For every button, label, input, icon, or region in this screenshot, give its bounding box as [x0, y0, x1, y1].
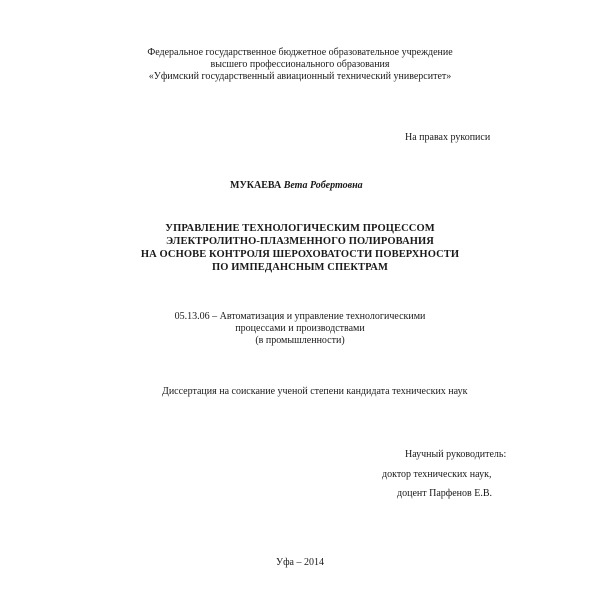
supervisor-degree: доктор технических наук, — [382, 469, 492, 480]
specialty-line-2: процессами и производствами — [235, 323, 365, 334]
specialty-block — [0, 311, 600, 347]
title-line-1: УПРАВЛЕНИЕ ТЕХНОЛОГИЧЕСКИМ ПРОЦЕССОМ — [165, 223, 435, 234]
author-given-names: Вета Робертовна — [283, 180, 363, 191]
organization-line-3: «Уфимский государственный авиационный технический университет» — [148, 71, 452, 82]
specialty-line-1: 05.13.06 – Автоматизация и управление технологическими — [174, 311, 426, 322]
title-line-2: ЭЛЕКТРОЛИТНО-ПЛАЗМЕННОГО ПОЛИРОВАНИЯ — [166, 236, 434, 247]
supervisor-heading: Научный руководитель: — [405, 449, 507, 460]
title-line-3: НА ОСНОВЕ КОНТРОЛЯ ШЕРОХОВАТОСТИ ПОВЕРХНОСТИ — [140, 249, 460, 260]
supervisor-name: доцент Парфенов Е.В. — [397, 488, 493, 499]
rights-note: На правах рукописи — [405, 132, 491, 143]
dissertation-note: Диссертация на соискание ученой степени кандидата технических наук — [162, 386, 468, 397]
city-year: Уфа – 2014 — [276, 557, 324, 568]
specialty-line-3: (в промышленности) — [255, 335, 345, 346]
author-name — [230, 180, 363, 192]
author-surname: МУКАЕВА — [230, 180, 282, 191]
title-line-4: ПО ИМПЕДАНСНЫМ СПЕКТРАМ — [211, 262, 388, 273]
organization-line-1: Федеральное государственное бюджетное образовательное учреждение — [147, 47, 453, 58]
organization-header — [0, 47, 600, 83]
dissertation-title — [0, 222, 600, 274]
organization-line-2: высшего профессионального образования — [210, 59, 390, 70]
